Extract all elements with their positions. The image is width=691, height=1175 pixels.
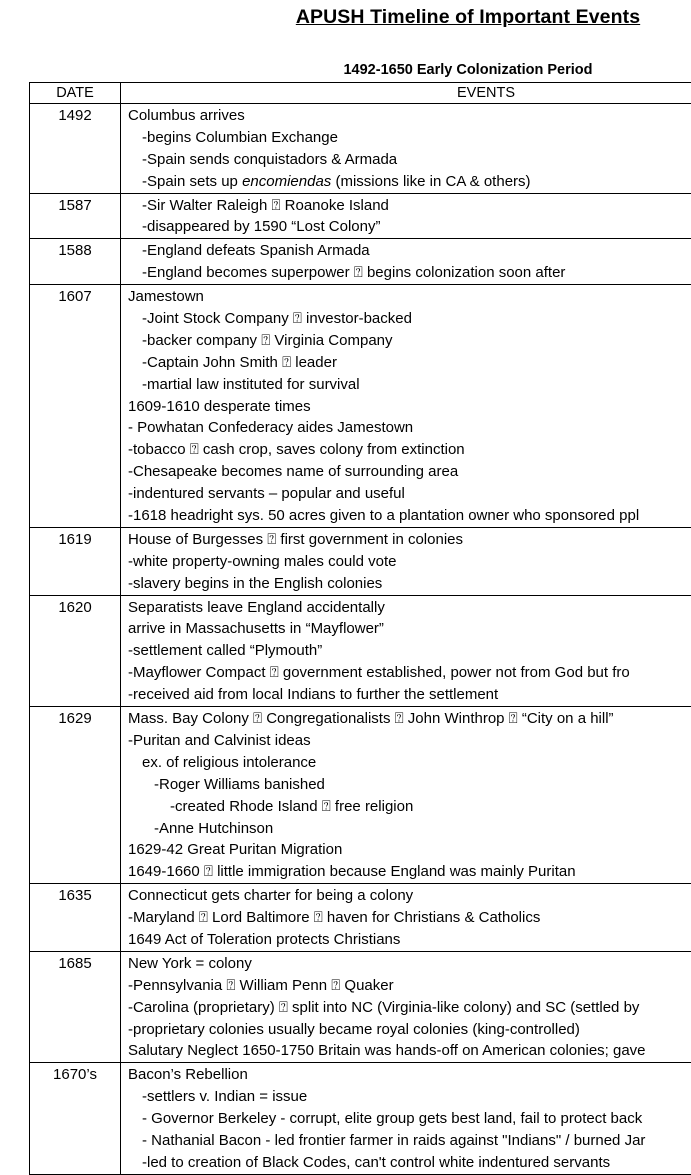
event-line: -disappeared by 1590 “Lost Colony” (128, 216, 691, 238)
date-cell: 1587 (30, 193, 121, 239)
events-cell (121, 951, 691, 1062)
event-line: -England becomes superpower ⍰ begins colonization soon after (128, 262, 691, 284)
event-line: Jamestown (128, 286, 691, 308)
date-cell: 1588 (30, 239, 121, 285)
table-row (30, 285, 691, 528)
events-cell (121, 285, 691, 528)
period-heading: 1492-1650 Early Colonization Period (0, 62, 691, 78)
event-line: -Chesapeake becomes name of surrounding area (128, 461, 691, 483)
events-cell (121, 239, 691, 285)
event-line: ex. of religious intolerance (128, 752, 691, 774)
event-line: -Anne Hutchinson (128, 818, 691, 840)
event-line: -backer company ⍰ Virginia Company (128, 330, 691, 352)
event-line: 1609-1610 desperate times (128, 396, 691, 418)
events-header-label: EVENTS (457, 85, 515, 101)
events-cell (121, 595, 691, 706)
table-row (30, 193, 691, 239)
date-column-header: DATE (30, 83, 121, 104)
event-line: Bacon’s Rebellion (128, 1064, 691, 1086)
event-line: 1649 Act of Toleration protects Christians (128, 929, 691, 951)
event-line: -Puritan and Calvinist ideas (128, 730, 691, 752)
page-title: APUSH Timeline of Important Events (0, 6, 691, 29)
timeline-body (30, 104, 691, 1175)
events-cell (121, 884, 691, 952)
event-line: -tobacco ⍰ cash crop, saves colony from extinction (128, 439, 691, 461)
date-cell: 1492 (30, 104, 121, 194)
event-line: New York = colony (128, 953, 691, 975)
event-line: Mass. Bay Colony ⍰ Congregationalists ⍰ John Winthrop ⍰ “City on a hill” (128, 708, 691, 730)
table-row (30, 951, 691, 1062)
event-line: House of Burgesses ⍰ first government in colonies (128, 529, 691, 551)
event-line: -Roger Williams banished (128, 774, 691, 796)
event-line: - Governor Berkeley - corrupt, elite group gets best land, fail to protect back (128, 1108, 691, 1130)
event-line: - Nathanial Bacon - led frontier farmer in raids against "Indians" / burned Jar (128, 1130, 691, 1152)
table-row (30, 527, 691, 595)
event-line: -received aid from local Indians to further the settlement (128, 684, 691, 706)
event-line: -Pennsylvania ⍰ William Penn ⍰ Quaker (128, 975, 691, 997)
event-line: -settlement called “Plymouth” (128, 640, 691, 662)
event-line: -settlers v. Indian = issue (128, 1086, 691, 1108)
events-cell (121, 104, 691, 194)
date-cell: 1635 (30, 884, 121, 952)
event-line: -England defeats Spanish Armada (128, 240, 691, 262)
event-line: -white property-owning males could vote (128, 551, 691, 573)
event-line: Separatists leave England accidentally (128, 597, 691, 619)
event-line: - Powhatan Confederacy aides Jamestown (128, 417, 691, 439)
events-cell (121, 193, 691, 239)
table-row (30, 239, 691, 285)
event-line: -Mayflower Compact ⍰ government established, power not from God but fro (128, 662, 691, 684)
table-row (30, 595, 691, 706)
event-line: -Spain sets up encomiendas (missions like in CA & others) (128, 171, 691, 193)
event-line: 1629-42 Great Puritan Migration (128, 839, 691, 861)
event-line: Connecticut gets charter for being a colony (128, 885, 691, 907)
event-line: -martial law instituted for survival (128, 374, 691, 396)
event-line: 1649-1660 ⍰ little immigration because England was mainly Puritan (128, 861, 691, 883)
table-row (30, 1063, 691, 1174)
event-line: -Spain sends conquistadors & Armada (128, 149, 691, 171)
date-cell: 1670’s (30, 1063, 121, 1174)
event-line: -Joint Stock Company ⍰ investor-backed (128, 308, 691, 330)
event-line: -Sir Walter Raleigh ⍰ Roanoke Island (128, 195, 691, 217)
date-cell: 1629 (30, 707, 121, 884)
events-cell (121, 707, 691, 884)
timeline-table (29, 82, 691, 1175)
event-line: -led to creation of Black Codes, can't control white indentured servants (128, 1152, 691, 1174)
event-line: -begins Columbian Exchange (128, 127, 691, 149)
date-cell: 1685 (30, 951, 121, 1062)
event-line: Salutary Neglect 1650-1750 Britain was hands-off on American colonies; gave (128, 1040, 691, 1062)
date-cell: 1607 (30, 285, 121, 528)
table-row (30, 884, 691, 952)
event-line: -Carolina (proprietary) ⍰ split into NC (Virginia-like colony) and SC (settled by (128, 997, 691, 1019)
events-cell (121, 527, 691, 595)
events-cell (121, 1063, 691, 1174)
table-row (30, 104, 691, 194)
event-line: -Maryland ⍰ Lord Baltimore ⍰ haven for Christians & Catholics (128, 907, 691, 929)
event-line: -indentured servants – popular and useful (128, 483, 691, 505)
event-line: -proprietary colonies usually became royal colonies (king-controlled) (128, 1019, 691, 1041)
event-line: -slavery begins in the English colonies (128, 573, 691, 595)
event-line: arrive in Massachusetts in “Mayflower” (128, 618, 691, 640)
event-line: -1618 headright sys. 50 acres given to a plantation owner who sponsored ppl (128, 505, 691, 527)
date-cell: 1620 (30, 595, 121, 706)
event-line: -created Rhode Island ⍰ free religion (128, 796, 691, 818)
date-cell: 1619 (30, 527, 121, 595)
event-line: Columbus arrives (128, 105, 691, 127)
header-row (30, 83, 691, 104)
event-line: -Captain John Smith ⍰ leader (128, 352, 691, 374)
table-row (30, 707, 691, 884)
events-column-header (121, 83, 691, 104)
